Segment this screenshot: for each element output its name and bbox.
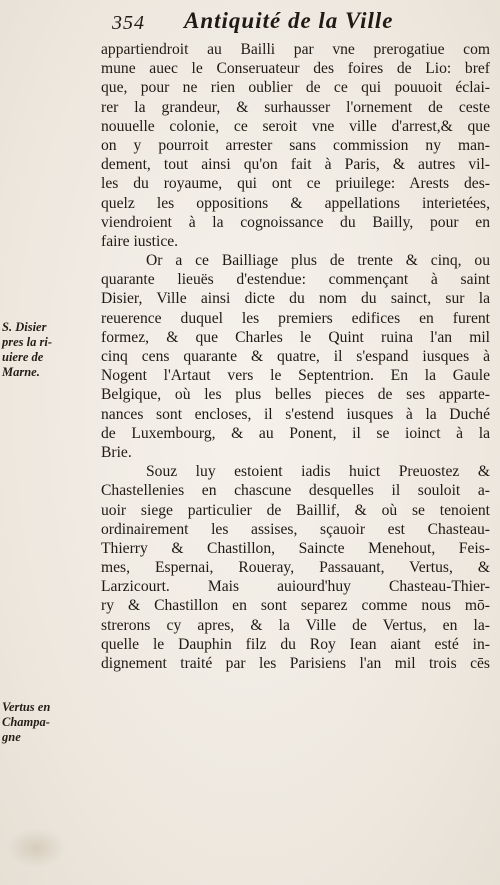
text-line: reuerence duquel les premiers edifices en furent bbox=[101, 309, 490, 327]
paper-stain bbox=[6, 828, 66, 868]
text-line: nances sont encloses, il s'estend iusques à la Duché bbox=[101, 405, 490, 423]
page-header bbox=[112, 8, 492, 38]
text-line: Disier, Ville ainsi dicte du nom du sainct, sur la bbox=[101, 290, 490, 308]
text-line: de Luxembourg, & au Ponent, il se ioinct à la bbox=[101, 424, 490, 442]
text-line: Souz luy estoient iadis huict Preuostez & bbox=[146, 463, 490, 481]
running-title: Antiquité de la Ville bbox=[184, 8, 394, 33]
text-line: viendroient à la cognoissance du Bailly, pour en bbox=[101, 213, 490, 231]
margin-note-line: S. Disier bbox=[2, 320, 47, 334]
text-line: Chastellenies en chascune desquelles il souloit a- bbox=[101, 482, 490, 500]
margin-note-vertus bbox=[2, 700, 86, 745]
page-number: 354 bbox=[112, 12, 145, 34]
text-line: uoir siege particulier de Baillif, & où se tenoient bbox=[101, 501, 490, 519]
text-line: dignement traité par les Parisiens l'an mil trois cēs bbox=[101, 655, 490, 672]
text-line: nouuelle colonie, ce seroit vne ville d'arrest,& que bbox=[101, 117, 490, 135]
text-line: Brie. bbox=[101, 443, 132, 461]
text-line: Thierry & Chastillon, Saincte Menehout, Feis- bbox=[101, 539, 490, 557]
margin-note-line: uiere de bbox=[2, 350, 44, 364]
text-line: quarante lieuës d'estendue: commençant à saint bbox=[101, 271, 490, 289]
text-line: appartiendroit au Bailli par vne prerogatiue com bbox=[101, 41, 490, 58]
text-line: strerons cy apres, & la Ville de Vertus, en la- bbox=[101, 616, 490, 634]
text-line: dement, tout ainsi qu'on fait à Paris, & autres vil- bbox=[101, 156, 490, 174]
text-line: mune auec le Conseruateur des foires de Lio: bref bbox=[101, 60, 490, 78]
text-line: les du royaume, qui ont ce priuilege: Arests des- bbox=[101, 175, 490, 193]
text-line: quelz les oppositions & appellations interietées, bbox=[101, 194, 490, 212]
text-line: mes, Espernai, Roueray, Passauant, Vertus, & bbox=[101, 559, 490, 577]
text-line: Belgique, où les plus belles pieces de ses apparte- bbox=[101, 386, 490, 404]
body-text bbox=[101, 40, 490, 673]
text-line: Or a ce Bailliage plus de trente & cinq, ou bbox=[146, 252, 490, 270]
margin-note-line: pres la ri- bbox=[2, 335, 52, 349]
text-line: rer la grandeur, & surhausser l'ornement de ceste bbox=[101, 98, 490, 116]
text-line: ry & Chastillon en sont separez comme nous mō- bbox=[101, 597, 490, 615]
text-line: cinq cens quarante & quatre, il s'espand iusques à bbox=[101, 348, 490, 365]
margin-note-saint-disier bbox=[2, 320, 86, 380]
text-line: que, pour ne rien oublier de ce qui pouuoit éclai- bbox=[101, 79, 490, 97]
text-line: ordinairement les assises, sçauoir est Chasteau- bbox=[101, 520, 490, 538]
text-line: faire iustice. bbox=[101, 232, 179, 250]
margin-note-line: Champa- bbox=[2, 715, 50, 729]
margin-note-line: Vertus en bbox=[2, 700, 51, 714]
text-line: on y pourroit arrester sans commission ny man- bbox=[101, 136, 490, 154]
text-line: Larzicourt. Mais auiourd'huy Chasteau-Thier- bbox=[101, 578, 490, 596]
text-line: Nogent l'Artaut vers le Septentrion. En la Gaule bbox=[101, 367, 490, 385]
text-line: formez, & que Charles le Quint ruina l'an mil bbox=[101, 328, 490, 346]
text-line: quelle le Dauphin filz du Roy Iean aiant esté in- bbox=[101, 635, 490, 653]
margin-note-line: Marne. bbox=[2, 365, 40, 379]
margin-note-line: gne bbox=[2, 730, 21, 744]
